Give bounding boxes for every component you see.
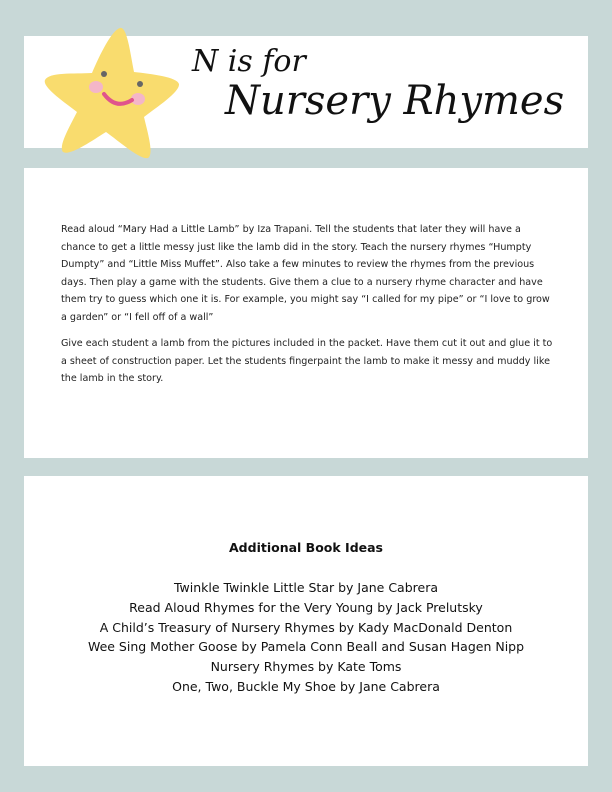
book-item: Read Aloud Rhymes for the Very Young by Jack Prelutsky [129, 599, 483, 615]
activity-paragraph: Give each student a lamb from the pictures included in the packet. Have them cut it out and glue it to a sheet of construction paper. Let the students fingerpaint the lamb to make it messy and muddy like the lamb in the story. [61, 338, 553, 384]
book-item: Nursery Rhymes by Kate Toms [210, 659, 402, 675]
title-line-1: N is for [192, 44, 306, 79]
book-list [0, 578, 612, 697]
smiling-star-icon [32, 22, 182, 162]
books-heading: Additional Book Ideas [229, 540, 383, 555]
book-item: Wee Sing Mother Goose by Pamela Conn Beall and Susan Hagen Nipp [87, 639, 525, 655]
book-item: A Child’s Treasury of Nursery Rhymes by Kady MacDonald Denton [99, 619, 513, 635]
book-item: One, Two, Buckle My Shoe by Jane Cabrera [172, 678, 440, 694]
title-line-2: Nursery Rhymes [225, 78, 565, 124]
activity-paragraph: Read aloud “Mary Had a Little Lamb” by Iza Trapani. Tell the students that later they will have a chance to get a little messy just like the lamb did in the story. Teach the nursery rhymes “Humpty Dumpty” and “Little Miss Muffet”. Also take a few minutes to review the rhymes from the previous days. Then play a game with the students. Give them a clue to a nursery rhyme character and have them try to guess which one it is. For example, you might say “I called for my pipe” or “I love to grow a garden” or “I fell off of a wall” [61, 224, 550, 323]
book-item: Twinkle Twinkle Little Star by Jane Cabrera [173, 580, 439, 595]
